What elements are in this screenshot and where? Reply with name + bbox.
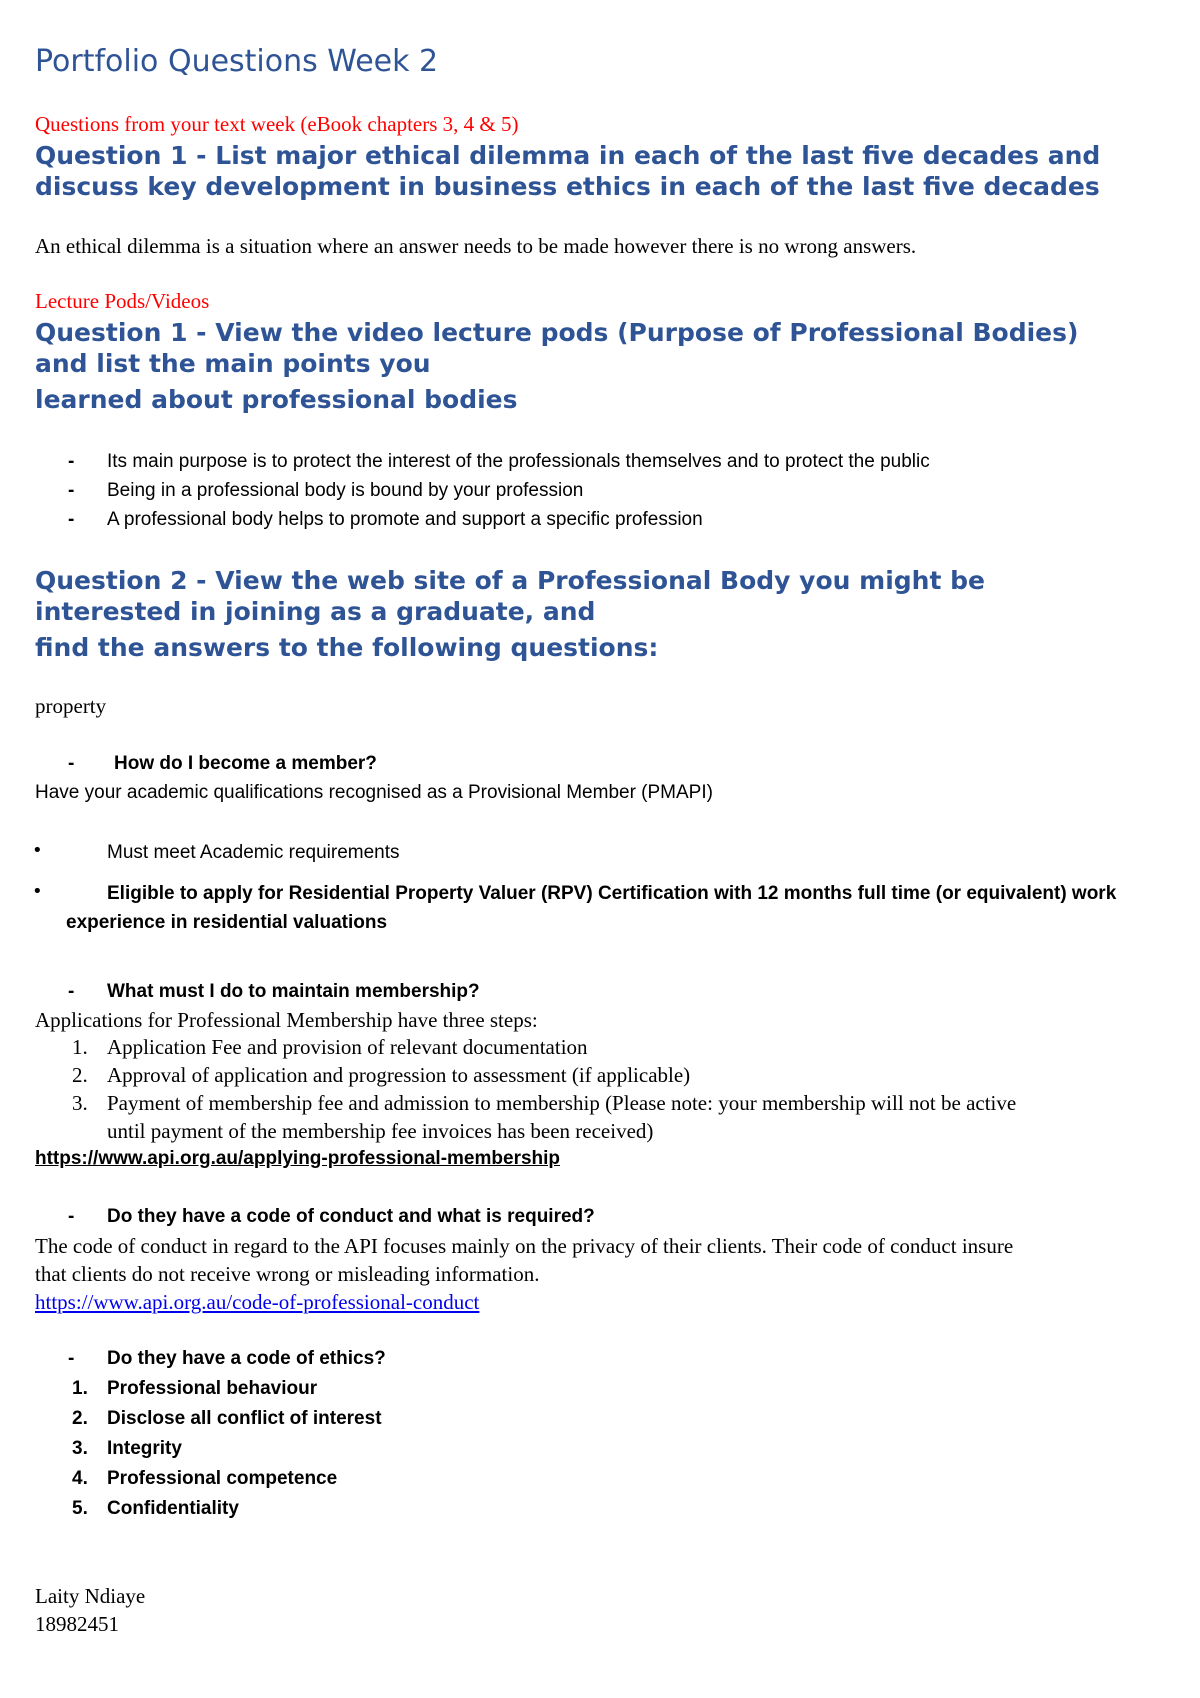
- student-id: 18982451: [35, 1612, 119, 1636]
- lecture-question-heading-line1: Question 1 - View the video lecture pods (Purpose of Professional Bodies): [35, 318, 1079, 347]
- dash-marker: -: [68, 451, 75, 472]
- section-label-textbook: Questions from your text week (eBook chapters 3, 4 & 5): [35, 112, 519, 136]
- question-1-answer: An ethical dilemma is a situation where an answer needs to be made however there is no wrong answers.: [35, 234, 917, 258]
- ethics-number: 2.: [72, 1408, 88, 1429]
- requirement-item: Must meet Academic requirements: [107, 842, 400, 863]
- membership-question: How do I become a member?: [114, 753, 377, 774]
- membership-answer: Have your academic qualifications recognised as a Provisional Member (PMAPI): [35, 782, 713, 803]
- requirement-item: Eligible to apply for Residential Property Valuer (RPV) Certification with 12 months full time (or equivalent) work: [107, 883, 1117, 904]
- ethics-item: Integrity: [107, 1438, 182, 1459]
- dash-marker: -: [68, 1348, 75, 1369]
- document-title: Portfolio Questions Week 2: [35, 44, 439, 79]
- ethics-item: Professional competence: [107, 1468, 338, 1489]
- ethics-item: Confidentiality: [107, 1498, 239, 1519]
- step-item: Approval of application and progression to assessment (if applicable): [107, 1063, 691, 1087]
- step-item: Application Fee and provision of relevant documentation: [107, 1035, 588, 1059]
- author-name: Laity Ndiaye: [35, 1584, 146, 1608]
- requirement-item-continued: experience in residential valuations: [66, 912, 388, 933]
- section-label-lecture: Lecture Pods/Videos: [35, 289, 210, 313]
- step-item-continued: until payment of the membership fee invoices has been received): [107, 1119, 654, 1143]
- code-of-conduct-answer-line1: The code of conduct in regard to the API focuses mainly on the privacy of their clients. Their code of conduct insure: [35, 1234, 1014, 1258]
- step-item: Payment of membership fee and admission to membership (Please note: your membership will not be active: [107, 1091, 1017, 1115]
- code-of-conduct-question: Do they have a code of conduct and what is required?: [107, 1206, 595, 1227]
- ethics-number: 1.: [72, 1378, 88, 1399]
- code-of-ethics-question: Do they have a code of ethics?: [107, 1348, 386, 1369]
- step-number: 1.: [72, 1035, 88, 1059]
- question-1-heading-line1: Question 1 - List major ethical dilemma in each of the last five decades and: [35, 141, 1101, 170]
- ethics-number: 3.: [72, 1438, 88, 1459]
- field-of-interest: property: [35, 694, 107, 718]
- question-2-heading-line3: find the answers to the following questions:: [35, 633, 659, 662]
- maintain-membership-question: What must I do to maintain membership?: [107, 981, 480, 1002]
- ethics-number: 4.: [72, 1468, 88, 1489]
- ethics-item: Disclose all conflict of interest: [107, 1408, 382, 1429]
- bullet-marker: •: [32, 881, 43, 902]
- list-item: A professional body helps to promote and support a specific profession: [107, 509, 703, 530]
- list-item: Being in a professional body is bound by your profession: [107, 480, 584, 501]
- membership-link[interactable]: https://www.api.org.au/applying-professional-membership: [35, 1148, 561, 1169]
- question-2-heading-line2: interested in joining as a graduate, and: [35, 597, 596, 626]
- step-number: 2.: [72, 1063, 88, 1087]
- ethics-number: 5.: [72, 1498, 88, 1519]
- maintain-intro: Applications for Professional Membership have three steps:: [35, 1008, 538, 1032]
- ethics-item: Professional behaviour: [107, 1378, 318, 1399]
- dash-marker: -: [68, 753, 75, 774]
- dash-marker: -: [68, 981, 75, 1002]
- dash-marker: -: [68, 1206, 75, 1227]
- lecture-question-heading-line2: and list the main points you: [35, 349, 431, 378]
- question-1-heading-line2: discuss key development in business ethics in each of the last five decades: [35, 172, 1100, 201]
- step-number: 3.: [72, 1091, 88, 1115]
- bullet-marker: •: [32, 840, 43, 861]
- list-item: Its main purpose is to protect the interest of the professionals themselves and to protect the public: [107, 451, 930, 472]
- code-of-conduct-answer-line2: that clients do not receive wrong or misleading information.: [35, 1262, 540, 1286]
- lecture-question-heading-line3: learned about professional bodies: [35, 385, 518, 414]
- code-of-conduct-link[interactable]: https://www.api.org.au/code-of-professional-conduct: [35, 1290, 480, 1314]
- dash-marker: -: [68, 480, 75, 501]
- question-2-heading-line1: Question 2 - View the web site of a Professional Body you might be: [35, 566, 985, 595]
- dash-marker: -: [68, 509, 75, 530]
